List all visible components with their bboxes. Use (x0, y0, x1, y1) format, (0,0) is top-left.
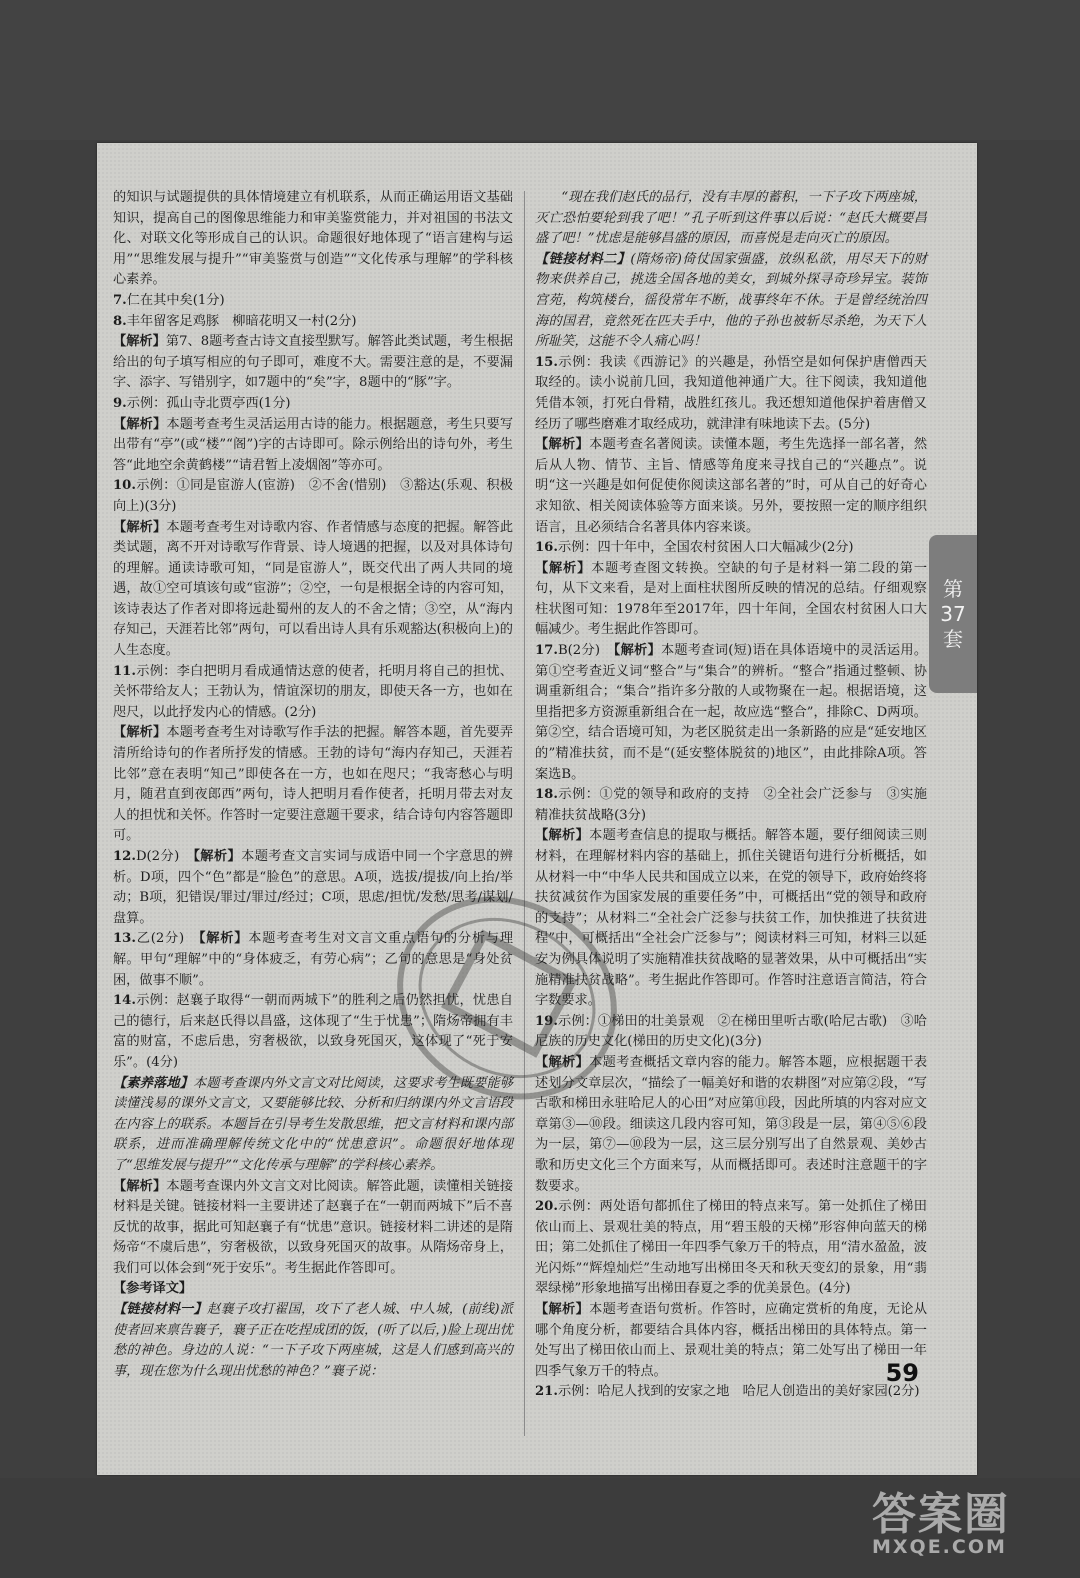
answer-paragraph (113, 394, 513, 415)
answer-paragraph (535, 1053, 927, 1197)
answer-paragraph (535, 1197, 927, 1300)
answer-paragraph (113, 723, 513, 847)
section-tag: 【解析】 (535, 437, 590, 453)
section-tag: 【链接材料一】 (113, 1302, 208, 1318)
answer-text: 本题考查图文转换。空缺的句子是材料一第二段的第一句，从下文来看，是对上面柱状图所反映的情况的总结。仔细观察柱状图可知：1978年至2017年，四十年间，全国农村贫困人口大幅减少。考生据此作答即可。 (535, 560, 928, 638)
answer-text: 本题考查课内外文言文对比阅读。解答此题，读懂相关链接材料是关键。链接材料一主要讲述了赵襄子在“一朝而两城下”后不喜反忧的故事，据此可知赵襄子有“忧患”意识。链接材料二讲述的是隋炀帝“不虞后患”，穷奢极欲，以致身死国灭的故事。从隋炀帝身上，我们可以体会到“死于安乐”。考生据此作答即可。 (113, 1178, 514, 1276)
answer-text: 示例：①党的领导和政府的支持 ②全社会广泛参与 ③实施精准扶贫战略(3分) (535, 787, 927, 823)
answer-paragraph (535, 559, 927, 641)
answer-paragraph (113, 662, 513, 724)
answer-text: 示例：李白把明月看成通情达意的使者，托明月将自己的担忧、关怀带给友人；王勃认为，情谊深切的朋友，即使天各一方，也如在咫尺，以此抒发内心的情感。(2分) (113, 663, 513, 720)
watermark-url: MXQE.COM (872, 1536, 1007, 1558)
answer-text: 本题考查考生对诗歌内容、作者情感与态度的把握。解答此类试题，离不开对诗歌写作背景、诗人境遇的把握，以及对具体诗句的理解。通读诗歌可知，“同是宦游人”，既交代出了两人共同的境遇，故①空可填该句或“宦游”；②空，一句是根据全诗的内容可知，该诗表达了作者对即将远赴蜀州的友人的不舍之情；③空，从“海内存知己，天涯若比邻”两句，可以看出诗人具有乐观豁达(积极向上)的人生态度。 (113, 519, 514, 659)
set-tab-number: 37 (940, 601, 966, 626)
answer-paragraph (535, 641, 927, 785)
answer-text: 本题考查语句赏析。作答时，应确定赏析的角度，无论从哪个角度分析，都要结合具体内容，概括出梯田的具体特点。第一处写出了梯田依山而上、景观壮美的特点；第二处写出了梯田一年四季气象万千的特点。 (535, 1302, 928, 1379)
answer-text: 示例：孤山寺北贾亭西(1分) (126, 395, 291, 411)
answer-text: 乙(2分) (135, 931, 185, 947)
answer-text: B(2分) (557, 643, 601, 659)
section-tag: 【素养落地】 (113, 1075, 194, 1091)
question-number: 14. (113, 993, 136, 1009)
set-tab-suffix: 套 (943, 626, 963, 651)
analysis-text: 本题考查考生对文言文重点语句的分析与理解。甲句“理解”中的“身体疲乏，有劳心病”；乙句的意思是“身处贫困，做事不顺”。 (113, 931, 514, 988)
question-number: 15. (535, 354, 558, 370)
answer-paragraph (113, 929, 513, 991)
section-tag: 【解析】 (535, 1054, 590, 1070)
answer-text: “现在我们赵氏的品行，没有丰厚的蓄积，一下子攻下两座城，灭亡恐怕要轮到我了吧！”孔子听到这件事以后说：“赵氏大概要昌盛了吧！”忧虑是能够昌盛的原因，而喜悦是走向灭亡的原因。 (535, 190, 927, 247)
answer-text: 本题考查信息的提取与概括。解答本题，要仔细阅读三则材料，在理解材料内容的基础上，抓住关键语句进行分析概括，如从材料一中“中华人民共和国成立以来，在党的领导下，政府始终将扶贫减贫作为国家发展的重要任务”中，可概括出“党的领导和政府的支持”；从材料二“全社会广泛参与扶贫工作，加快推进了扶贫进程”中，可概括出“全社会广泛参与”；阅读材料三可知，材料三以延安为例具体说明了实施精准扶贫战略的显著效果，从中可概括出“实施精准扶贫战略”。考生据此作答即可。作答时注意语言简洁，符合字数要求。 (535, 828, 928, 1009)
answer-paragraph (113, 415, 513, 477)
answer-paragraph (535, 250, 927, 353)
answer-paragraph (535, 188, 927, 250)
column-divider (524, 191, 525, 1436)
question-number: 10. (113, 478, 136, 494)
question-number: 12. (113, 849, 136, 864)
question-number: 16. (535, 540, 558, 556)
answer-paragraph (535, 826, 927, 1011)
section-tag: 【解析】 (113, 519, 167, 535)
section-tag: 【解析】 (113, 334, 166, 350)
question-number: 8. (113, 313, 127, 329)
answer-paragraph (535, 1012, 927, 1053)
answer-paragraph (113, 518, 513, 662)
section-tag: 【解析】 (179, 849, 242, 864)
right-column (535, 188, 927, 1403)
answer-text: 示例：我读《西游记》的兴趣是，孙悟空是如何保护唐僧西天取经的。读小说前几回，我知道他神通广大。往下阅读，我知道他凭借本领，打死白骨精，战胜红孩儿。我还想知道他保护着唐僧又经历了哪些磨难才取经成功，就津津有味地读下去。(5分) (535, 354, 927, 432)
answer-text: 丰年留客足鸡豚 柳暗花明又一村(2分) (126, 313, 357, 329)
answer-paragraph (535, 538, 927, 559)
answer-paragraph (113, 991, 513, 1073)
question-number: 21. (535, 1384, 558, 1400)
answer-paragraph (113, 847, 513, 929)
section-tag: 【解析】 (113, 416, 167, 432)
answer-text: 示例：赵襄子取得“一朝而两城下”的胜利之后仍然担忧，忧患自己的德行，后来赵氏得以昌盛，这体现了“生于忧患”；隋炀帝拥有丰富的财富，不虑后患，穷奢极欲，以致身死国灭，这体现了“死于安乐”。(4分) (113, 993, 513, 1070)
answer-paragraph (113, 291, 513, 312)
set-tab-prefix: 第 (943, 576, 963, 601)
question-number: 7. (113, 292, 127, 308)
answer-text: 示例：①同是宦游人(宦游) ②不舍(惜别) ③豁达(乐观、积极向上)(3分) (113, 478, 513, 514)
answer-text: 本题考查考生灵活运用古诗的能力。根据题意，考生只要写出带有“亭”(或“楼”“阁”)字的古诗即可。除示例给出的诗句外，考生答“此地空余黄鹤楼”“请君暂上凌烟阁”等亦可。 (113, 416, 514, 473)
question-number: 13. (113, 931, 136, 947)
section-tag: 【解析】 (535, 560, 592, 576)
answer-page (97, 143, 977, 1475)
answer-paragraph (113, 1177, 513, 1280)
answer-text: 示例：两处语句都抓住了梯田的特点来写。第一处抓住了梯田依山而上、景观壮美的特点，用“碧玉般的天梯”形容伸向蓝天的梯田；第二处抓住了梯田一年四季气象万千的特点，用“清水盈盈，波光闪烁”“辉煌灿烂”生动地写出梯田冬天和秋天变幻的景象，用“翡翠绿梯”形象地描写出梯田春夏之季的优美景色。(4分) (535, 1199, 927, 1297)
answer-text: (隋炀帝)倚仗国家强盛，放纵私欲，用尽天下的财物来供养自己，挑选全国各地的美女，到城外探寻奇珍异宝。装饰宫苑，构筑楼台，徭役常年不断，战事终年不休。于是曾经统治四海的国君，竟然死在匹夫手中，他的子孙也被斩尽杀绝，为天下人所耻笑，这能不令人痛心吗！ (535, 251, 928, 350)
question-number: 11. (113, 663, 136, 679)
answer-text: 仁在其中矣(1分) (126, 292, 225, 308)
answer-paragraph (535, 435, 927, 538)
answer-text: 第7、8题考查古诗文直接型默写。解答此类试题，考生根据给出的句子填写相应的句子即可，难度不大。需要注意的是，不要漏字、添字、写错别字，如7题中的“矣”字，8题中的“豚”字。 (113, 334, 514, 391)
answer-text: 示例：①梯田的壮美景观 ②在梯田里听古歌(哈尼古歌) ③哈尼族的历史文化(梯田的历史文化)(3分) (535, 1013, 927, 1050)
site-watermark (872, 1478, 1072, 1578)
answer-paragraph (113, 1300, 513, 1382)
answer-text: 赵襄子攻打翟国，攻下了老人城、中人城，(前线)派使者回来禀告襄子，襄子正在吃捏成团的饭，(听了以后，)脸上现出忧愁的神色。身边的人说：“一下子攻下两座城，这是人们感到高兴的事，现在您为什么现出忧愁的神色？”襄子说： (113, 1302, 513, 1379)
answer-paragraph (113, 312, 513, 333)
answer-paragraph (113, 1074, 513, 1177)
section-tag: 【解析】 (535, 1302, 590, 1318)
section-tag: 【解析】 (184, 931, 249, 947)
answer-text: 示例：四十年中，全国农村贫困人口大幅减少(2分) (557, 540, 854, 556)
section-tag: 【解析】 (600, 643, 661, 659)
question-number: 9. (113, 395, 127, 411)
answer-paragraph (113, 476, 513, 517)
section-tag: 【解析】 (535, 828, 590, 844)
section-tag: 【解析】 (113, 1178, 167, 1194)
answer-text: 本题考查考生对诗歌写作手法的把握。解答本题，首先要弄清所给诗句的作者所抒发的情感。王勃的诗句“海内存知己，天涯若比邻”意在表明“知己”即使各在一方，也如在咫尺；“我寄愁心与明月，随君直到夜郎西”两句，诗人把明月看作使者，托明月带去对友人的担忧和关怀。作答时一定要注意题干要求，结合诗句内容答题即可。 (113, 725, 514, 844)
answer-text: 本题考查课内外文言文对比阅读，这要求考生既要能够读懂浅易的课外文言文，又要能够比较、分析和归纳课内外文言语段在内容上的联系。本题旨在引导考生发散思维，把文言材料和课内部联系，进而准确理解传统文化中的“忧患意识”。命题很好地体现了“思维发展与提升”“文化传承与理解”的学科核心素养。 (113, 1075, 513, 1173)
answer-text: 本题考查概括文章内容的能力。解答本题，应根据题干表述划分文章层次，“描绘了一幅美好和谐的农耕图”对应第②段，“写古歌和梯田永驻哈尼人的心田”对应第⑪段，因此所填的内容对应文章第③—⑩段。细读这几段内容可知，第③段是一层，第④⑤⑥段为一层，第⑦—⑩段为一层，这三层分别写出了自然景观、美妙古歌和历史文化三个方面来写，从而概括即可。表述时注意题干的字数要求。 (535, 1054, 928, 1194)
answer-paragraph (535, 353, 927, 435)
answer-text: 示例：哈尼人找到的安家之地 哈尼人创造出的美好家园(2分) (557, 1384, 920, 1400)
question-number: 18. (535, 787, 558, 803)
answer-text: D(2分) (135, 849, 180, 864)
section-tag: 【链接材料二】 (535, 251, 631, 267)
answer-paragraph (113, 1279, 513, 1300)
analysis-text: 本题考查文言实词与成语中同一个字意思的辨析。D项，四个“色”都是“脸色”的意思。A项，选拔/提拔/向上抬/举动；B项，犯错误/罪过/罪过/经过；C项，思虑/担忧/发愁/思考/谋划/盘算。 (113, 849, 513, 926)
question-number: 19. (535, 1013, 558, 1029)
set-number-tab (929, 535, 977, 693)
watermark-title: 答案圈 (872, 1489, 1010, 1540)
analysis-text: 本题考查词(短)语在具体语境中的灵活运用。第①空考查近义词“整合”与“集合”的辨析。“整合”指通过整顿、协调重新组合；“集合”指许多分散的人或物聚在一起。根据语境，这里指把多方资源重新组合在一起，故应选“整合”，排除C、D两项。第②空，结合语境可知，为老区脱贫走出一条新路的应是“延安地区的”精准扶贫，而不是“(延安整体脱贫的)地区”，由此排除A项。答案选B。 (535, 643, 928, 782)
question-number: 17. (535, 643, 558, 659)
answer-text: 本题考查名著阅读。读懂本题，考生先选择一部名著，然后从人物、情节、主旨、情感等角度来寻找自己的“兴趣点”。说明“这一兴趣是如何促使你阅读这部名著的”时，可从自己的好奇心求知欲、相关阅读体验等方面来谈。另外，要按照一定的顺序组织语言，且必须结合名著具体内容来谈。 (535, 437, 928, 535)
answer-paragraph (113, 332, 513, 394)
question-number: 20. (535, 1199, 558, 1215)
section-tag: 【解析】 (113, 725, 167, 741)
left-column (113, 188, 513, 1382)
answer-text: 的知识与试题提供的具体情境建立有机联系，从而正确运用语文基础知识，提高自己的图像思维能力和审美鉴赏能力，并对祖国的书法文化、对联文化等形成自己的认识。命题很好地体现了“语言建构与运用”“思维发展与提升”“审美鉴赏与创造”“文化传承与理解”的学科核心素养。 (113, 190, 513, 288)
section-tag: 【参考译文】 (113, 1281, 193, 1297)
scan-background-top (0, 0, 1080, 140)
page-number: 59 (885, 1359, 919, 1387)
answer-paragraph (535, 785, 927, 826)
answer-paragraph (113, 188, 513, 291)
